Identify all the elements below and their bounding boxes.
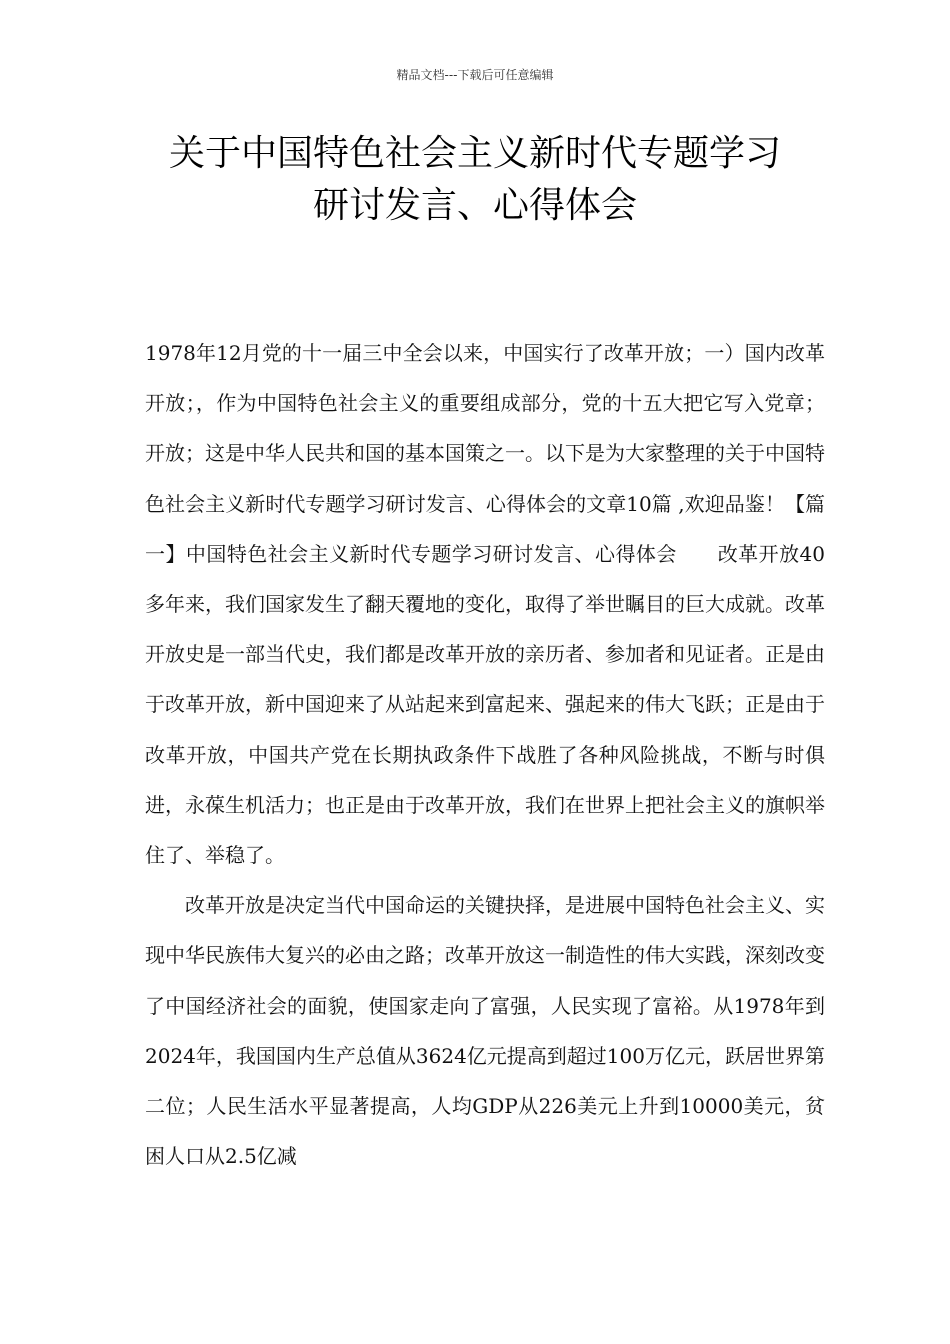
page-header: 精品文档---下载后可任意编辑 <box>396 68 554 82</box>
document-title-line-2: 研讨发言、心得体会 <box>312 185 637 226</box>
document-title-line-1: 关于中国特色社会主义新时代专题学习 <box>168 133 781 174</box>
paragraph-2: 改革开放是决定当代中国命运的关键抉择，是进展中国特色社会主义、实现中华民族伟大复兴的必由之路；改革开放这一制造性的伟大实践，深刻改变了中国经济社会的面貌，使国家走向了富强，人民实现了富裕。从1978年到2024年，我国国内生产总值从3624亿元提高到超过100万亿元，跃居世界第二位；人民生活水平显著提高，人均GDP从226美元上升到10000美元，贫困人口从2.5亿减 <box>145 893 825 1169</box>
document-title <box>100 128 850 232</box>
paragraph-1: 1978年12月党的十一届三中全会以来，中国实行了改革开放；一）国内改革开放；，作为中国特色社会主义的重要组成部分，党的十五大把它写入党章；开放；这是中华人民共和国的基本国策之一。以下是为大家整理的关于中国特色社会主义新时代专题学习研讨发言、心得体会的文章10篇 ,欢迎品鉴！【篇一】中国特色社会主义新时代专题学习研讨发言、心得体会 改革开放40多年来，我们国家发生了翻天覆地的变化，取得了举世瞩目的巨大成就。改革开放史是一部当代史，我们都是改革开放的亲历者、参加者和见证者。正是由于改革开放，新中国迎来了从站起来到富起来、强起来的伟大飞跃；正是由于改革开放，中国共产党在长期执政条件下战胜了各种风险挑战，不断与时俱进，永葆生机活力；也正是由于改革开放，我们在世界上把社会主义的旗帜举住了、举稳了。 <box>145 341 825 868</box>
document-body <box>145 328 825 1181</box>
